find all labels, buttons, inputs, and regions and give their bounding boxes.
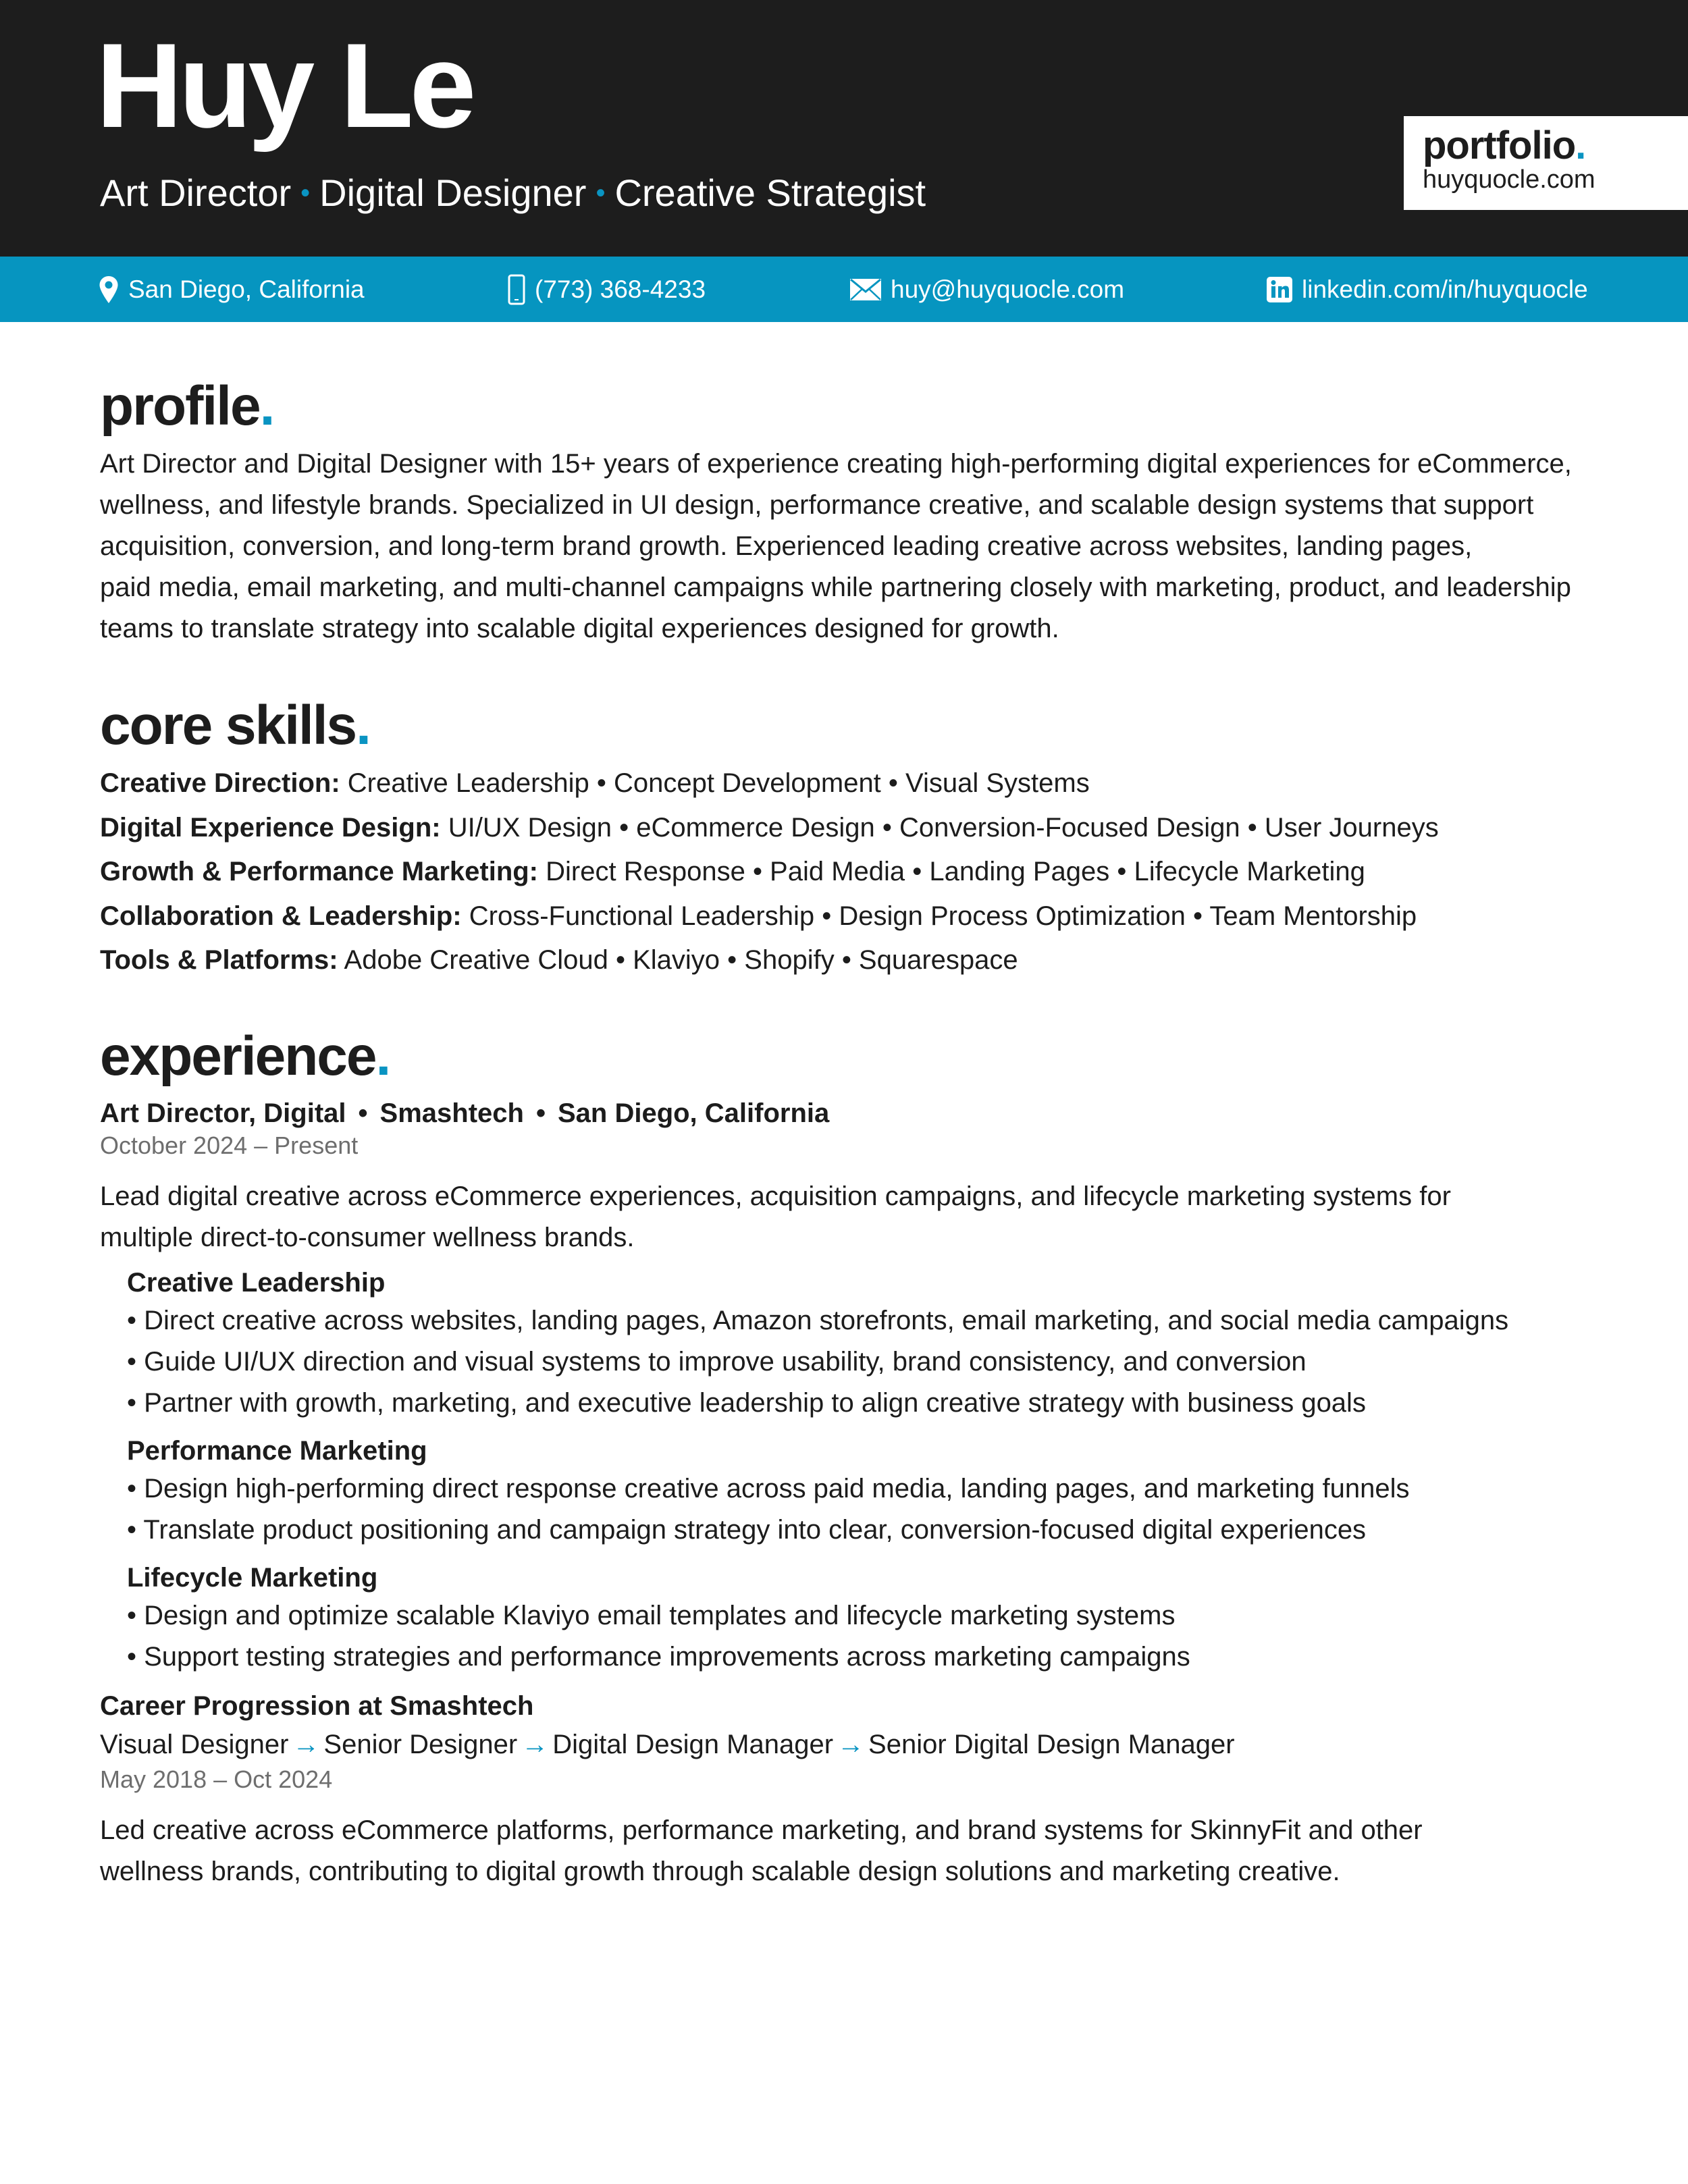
separator-dot: •: [535, 1098, 546, 1128]
profile-line: paid media, email marketing, and multi-channel campaigns while partnering closely with marketing, product, and leadership: [100, 572, 1571, 602]
profile-line: wellness, and lifestyle brands. Specialized in UI design, performance creative, and scalable design systems that support: [100, 490, 1534, 520]
email-text[interactable]: huy@huyquocle.com: [891, 275, 1125, 303]
job-location: San Diego, California: [557, 1098, 830, 1128]
job-company: Smashtech: [379, 1098, 524, 1128]
skills-section: [100, 695, 1599, 983]
bullet-item: • Design and optimize scalable Klaviyo email templates and lifecycle marketing systems: [127, 1600, 1176, 1630]
profile-line: Art Director and Digital Designer with 15+ years of experience creating high-performing digital experiences for eCommerce,: [100, 449, 1572, 479]
progression-dates: May 2018 – Oct 2024: [100, 1765, 333, 1793]
bullet-item: • Design high-performing direct response creative across paid media, landing pages, and marketing funnels: [127, 1473, 1410, 1503]
contact-bar: [0, 257, 1688, 322]
section-title-text: core skills: [100, 695, 357, 756]
skill-items: Cross-Functional Leadership • Design Process Optimization • Team Mentorship: [469, 901, 1417, 931]
arrow-right-icon: →: [837, 1729, 865, 1759]
skill-label: Tools & Platforms:: [100, 945, 338, 975]
skill-row-creative-direction: [100, 762, 1599, 806]
bullet-item: • Support testing strategies and performance improvements across marketing campaigns: [127, 1641, 1190, 1672]
bullet-item: • Translate product positioning and campaign strategy into clear, conversion-focused digital experiences: [127, 1514, 1367, 1545]
linkedin-icon: [1267, 277, 1292, 302]
accent-dot: .: [1575, 124, 1586, 167]
job-role: Art Director, Digital: [100, 1098, 346, 1128]
resume-header: [0, 0, 1688, 257]
title-creative-strategist: Creative Strategist: [614, 171, 926, 214]
portfolio-label: [1423, 124, 1585, 167]
progression-role: Digital Design Manager: [552, 1729, 834, 1759]
progression-role: Visual Designer: [100, 1729, 289, 1759]
group-title: Lifecycle Marketing: [127, 1562, 378, 1593]
contact-email[interactable]: [850, 257, 1124, 322]
skill-row-collaboration-leadership: [100, 895, 1599, 939]
arrow-right-icon: →: [521, 1729, 549, 1759]
portfolio-url[interactable]: huyquocle.com: [1423, 165, 1595, 194]
job-summary: [100, 1176, 1599, 1258]
section-title-experience: [100, 1025, 1599, 1087]
skills-list: [100, 762, 1599, 983]
mobile-phone-icon: [508, 274, 525, 305]
skill-label: Collaboration & Leadership:: [100, 901, 462, 931]
separator-dot: •: [358, 1098, 368, 1128]
portfolio-link-box[interactable]: [1404, 116, 1688, 210]
progression-title: Career Progression at Smashtech: [100, 1690, 534, 1721]
profile-summary: [100, 444, 1599, 649]
profile-line: teams to translate strategy into scalable digital experiences designed for growth.: [100, 614, 1059, 643]
group-title: Creative Leadership: [127, 1267, 386, 1298]
envelope-icon: [850, 279, 881, 300]
skill-label: Creative Direction:: [100, 768, 340, 798]
experience-section: [100, 1025, 1599, 1892]
accent-dot: .: [356, 695, 370, 756]
portfolio-label-text: portfolio: [1423, 124, 1576, 167]
skill-row-tools-platforms: [100, 938, 1599, 983]
progression-role: Senior Designer: [323, 1729, 518, 1759]
job-summary-line: Lead digital creative across eCommerce experiences, acquisition campaigns, and lifecycle marketing systems for: [100, 1181, 1451, 1211]
accent-dot: .: [375, 1025, 390, 1087]
job-summary-line: multiple direct-to-consumer wellness brands.: [100, 1222, 635, 1252]
map-pin-icon: [99, 275, 119, 304]
progression-role: Senior Digital Design Manager: [868, 1729, 1235, 1759]
arrow-right-icon: →: [292, 1729, 320, 1759]
skill-row-digital-experience-design: [100, 806, 1599, 851]
progression-summary-line: wellness brands, contributing to digital growth through scalable design solutions and marketing creative.: [100, 1856, 1340, 1886]
skill-items: Direct Response • Paid Media • Landing Pages • Lifecycle Marketing: [546, 857, 1365, 886]
skill-row-growth-performance-marketing: [100, 850, 1599, 895]
skill-items: Creative Leadership • Concept Development • Visual Systems: [347, 768, 1090, 798]
section-title-text: experience: [100, 1025, 376, 1087]
profile-section: [100, 375, 1599, 649]
title-digital-designer: Digital Designer: [319, 171, 587, 214]
title-tagline: [100, 171, 926, 214]
job-dates: October 2024 – Present: [100, 1131, 359, 1159]
bullet-item: • Partner with growth, marketing, and executive leadership to align creative strategy with business goals: [127, 1387, 1366, 1418]
section-title-core-skills: [100, 695, 1599, 756]
title-art-director: Art Director: [100, 171, 292, 214]
career-progression: [100, 1687, 1599, 1892]
progression-summary: [100, 1810, 1599, 1892]
contact-location: [99, 257, 365, 322]
location-text: San Diego, California: [128, 275, 365, 303]
responsibility-group-performance-marketing: [100, 1433, 1599, 1551]
accent-dot: .: [259, 375, 274, 437]
section-title-text: profile: [100, 375, 260, 437]
job-heading: [100, 1096, 1599, 1130]
responsibility-group-lifecycle-marketing: [100, 1560, 1599, 1678]
responsibility-group-creative-leadership: [100, 1265, 1599, 1424]
progression-roles: [100, 1725, 1599, 1764]
phone-text[interactable]: (773) 368-4233: [535, 275, 706, 303]
title-separator-dot: •: [596, 178, 606, 208]
candidate-name: Huy Le: [96, 18, 473, 153]
skill-items: Adobe Creative Cloud • Klaviyo • Shopify • Squarespace: [344, 945, 1018, 975]
skill-label: Digital Experience Design:: [100, 812, 441, 843]
bullet-item: • Guide UI/UX direction and visual systems to improve usability, brand consistency, and conversion: [127, 1346, 1307, 1377]
profile-line: acquisition, conversion, and long-term brand growth. Experienced leading creative across websites, landing pages,: [100, 531, 1473, 561]
linkedin-text[interactable]: linkedin.com/in/huyquocle: [1302, 275, 1588, 303]
bullet-item: • Direct creative across websites, landing pages, Amazon storefronts, email marketing, and social media campaigns: [127, 1305, 1509, 1335]
skill-label: Growth & Performance Marketing:: [100, 857, 539, 886]
section-title-profile: [100, 375, 1599, 437]
skill-items: UI/UX Design • eCommerce Design • Conversion-Focused Design • User Journeys: [448, 812, 1439, 843]
contact-phone[interactable]: [508, 257, 706, 322]
title-separator-dot: •: [300, 178, 311, 208]
resume-body: [100, 365, 1599, 1892]
progression-summary-line: Led creative across eCommerce platforms, performance marketing, and brand systems for SkinnyFit and other: [100, 1815, 1423, 1845]
contact-linkedin[interactable]: [1267, 257, 1588, 322]
group-title: Performance Marketing: [127, 1435, 427, 1466]
